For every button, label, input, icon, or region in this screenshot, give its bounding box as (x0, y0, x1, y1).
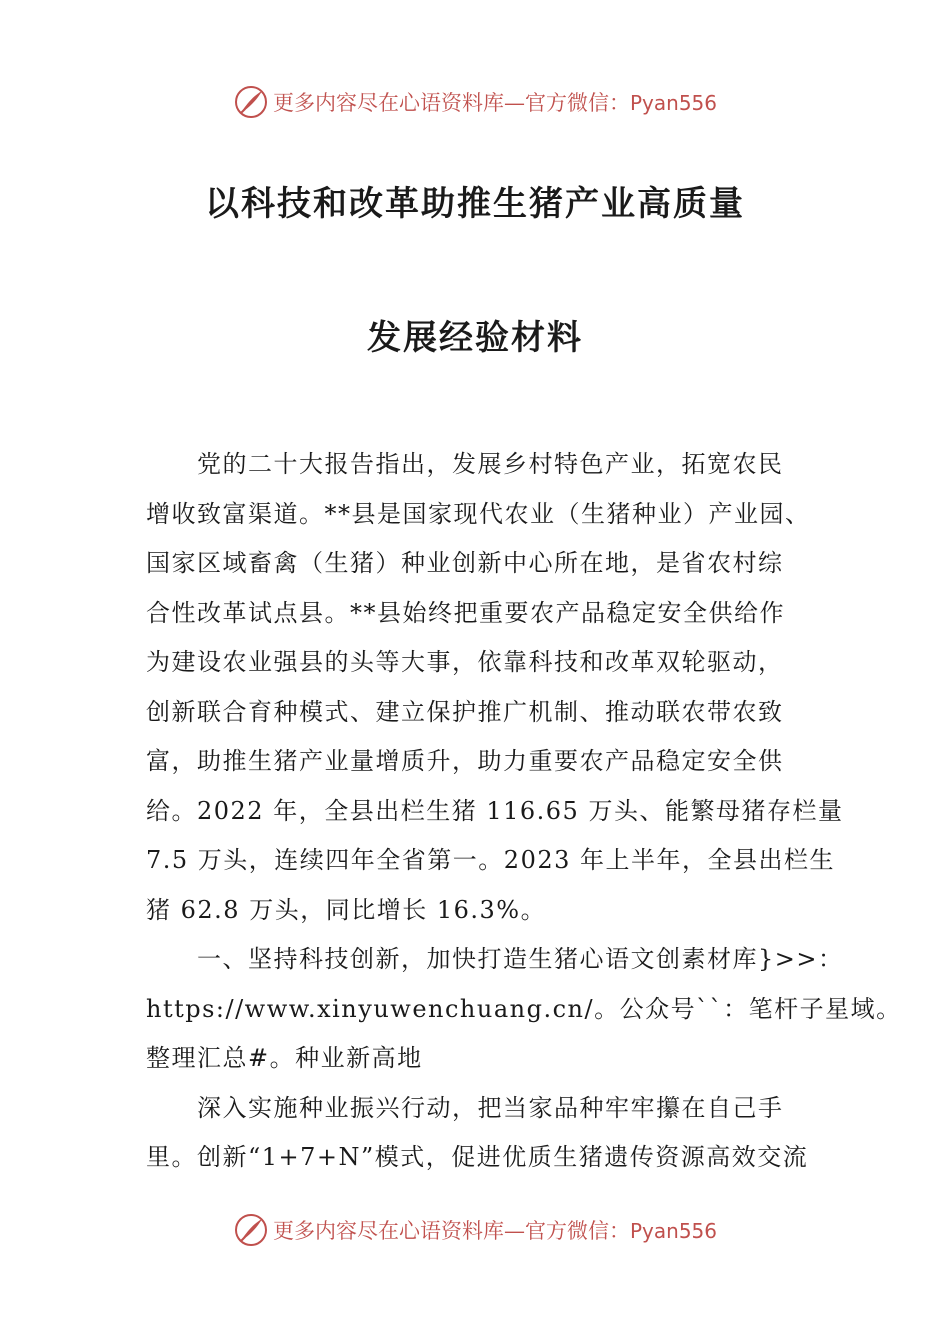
body-line: 给。2022 年，全县出栏生猪 116.65 万头、能繁母猪存栏量 (146, 796, 844, 825)
document-body (146, 440, 902, 1183)
footer-watermark (0, 1210, 950, 1250)
body-line-url: https://www.xinyuwenchuang.cn/。公众号``：笔杆子星域。 (146, 994, 902, 1023)
body-line: 一、坚持科技创新，加快打造生猪心语文创素材库}>>： (146, 945, 844, 973)
wechat-id: Pyan556 (629, 1219, 717, 1243)
body-line: 里。创新“1+7+N”模式，促进优质生猪遗传资源高效交流 (146, 1143, 809, 1171)
header-watermark (0, 82, 950, 122)
body-line: 猪 62.8 万头，同比增长 16.3%。 (146, 895, 547, 924)
body-line: 富，助推生猪产业量增质升，助力重要农产品稳定安全供 (146, 747, 784, 775)
body-line: 创新联合育种模式、建立保护推广机制、推动联农带农致 (146, 697, 784, 726)
body-line: 深入实施种业振兴行动，把当家品种牢牢攥在自己手 (146, 1093, 784, 1122)
body-line: 整理汇总#。种业新高地 (146, 1044, 423, 1072)
document-title-line-2: 发展经验材料 (367, 318, 583, 358)
document-title-line-1: 以科技和改革助推生猪产业高质量 (205, 184, 745, 224)
body-line: 国家区域畜禽（生猪）种业创新中心所在地，是省农村综 (146, 549, 784, 577)
watermark-text: 更多内容尽在心语资料库—官方微信：Pyan556 (272, 91, 717, 115)
body-line: 党的二十大报告指出，发展乡村特色产业，拓宽农民 (146, 450, 784, 478)
body-line: 7.5 万头，连续四年全省第一。2023 年上半年，全县出栏生 (146, 846, 836, 874)
body-line: 增收致富渠道。**县是国家现代农业（生猪种业）产业园、 (146, 499, 811, 528)
body-line: 为建设农业强县的头等大事，依靠科技和改革双轮驱动， (146, 648, 784, 676)
wechat-id: Pyan556 (629, 91, 717, 115)
quill-pen-logo-icon (233, 1212, 269, 1248)
watermark-text: 更多内容尽在心语资料库—官方微信：Pyan556 (272, 1219, 717, 1243)
body-line: 合性改革试点县。**县始终把重要农产品稳定安全供给作 (146, 598, 785, 627)
quill-pen-logo-icon (233, 84, 269, 120)
